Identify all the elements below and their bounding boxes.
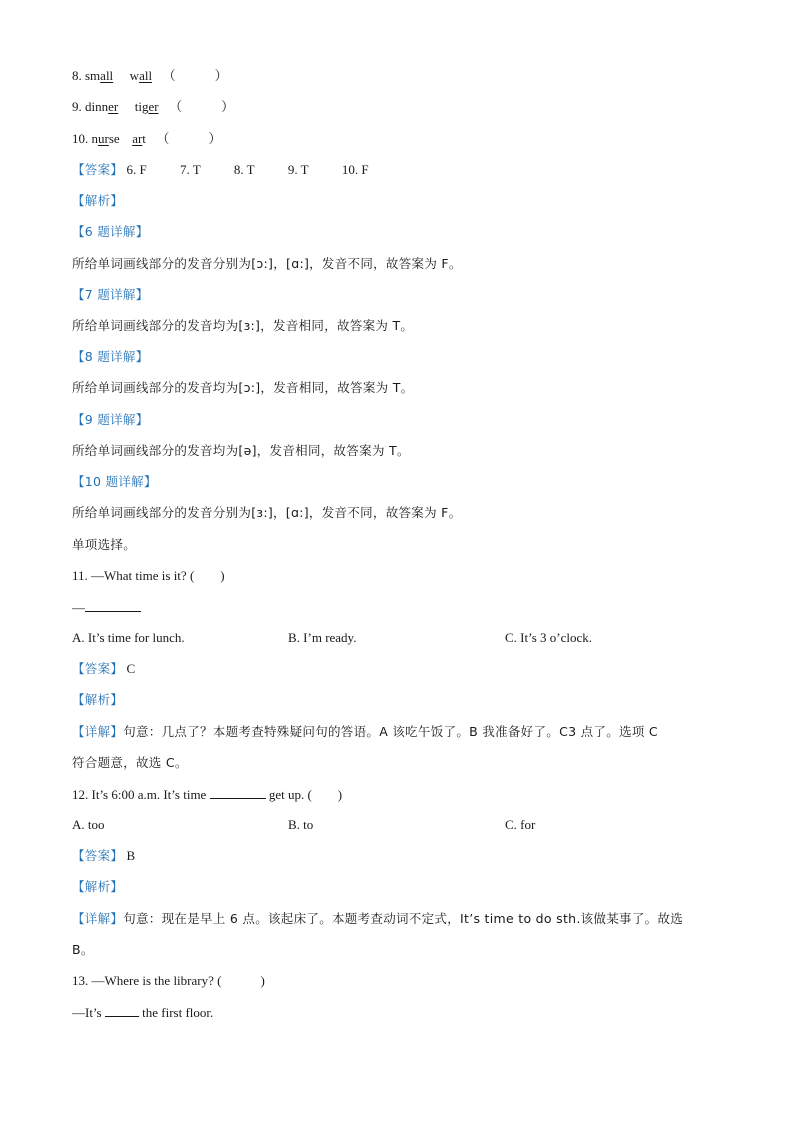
question-number: 10. — [72, 131, 89, 146]
option-b: B. I’m ready. — [288, 630, 357, 645]
question-10: 10. nurse art （ ） — [72, 131, 222, 146]
question-9: 9. dinner tiger （ ） — [72, 99, 235, 114]
option-b: B. to — [288, 817, 314, 832]
question-13-answer: —It’s the first floor. — [72, 1005, 214, 1020]
analysis-tag: 【解析】 — [72, 193, 124, 208]
detail-text-6: 所给单词画线部分的发音分别为[ɔ:]，[ɑ:]，发音不同，故答案为 F。 — [72, 256, 462, 271]
underlined-part: er — [148, 99, 159, 114]
answer-paren: （ ） — [156, 131, 222, 146]
detail-tag-10: 【10 题详解】 — [72, 474, 157, 489]
q12-answer: 【答案】 B — [72, 848, 136, 863]
question-number: 8. — [72, 68, 82, 83]
detail-text-8: 所给单词画线部分的发音均为[ɔ:]，发音相同，故答案为 T。 — [72, 380, 414, 395]
q12-detail-line2: B。 — [72, 942, 94, 957]
detail-tag: 【详解】 — [72, 724, 124, 739]
blank-line — [210, 786, 266, 799]
question-number: 9. — [72, 99, 82, 114]
detail-text-9: 所给单词画线部分的发音均为[ə]，发音相同，故答案为 T。 — [72, 443, 410, 458]
answer-paren: （ ） — [169, 99, 235, 114]
detail-tag: 【详解】 — [72, 911, 124, 926]
q12-analysis-tag: 【解析】 — [72, 879, 124, 894]
option-a: A. It’s time for lunch. — [72, 630, 185, 645]
blank-line — [85, 599, 141, 612]
section-title: 单项选择。 — [72, 537, 137, 552]
question-12-stem: 12. It’s 6:00 a.m. It’s time get up. ( ) — [72, 787, 343, 802]
detail-tag-8: 【8 题详解】 — [72, 349, 149, 364]
answer-tag: 【答案】 — [72, 661, 124, 676]
underlined-part: all — [100, 68, 114, 83]
detail-tag-7: 【7 题详解】 — [72, 287, 149, 302]
question-8: 8. small wall （ ） — [72, 68, 228, 83]
underlined-part: er — [108, 99, 119, 114]
underlined-part: ur — [98, 131, 109, 146]
answer-paren: （ ） — [162, 68, 228, 83]
q11-detail-line1: 【详解】句意：几点了？本题考查特殊疑问句的答语。A 该吃午饭了。B 我准备好了。C3 点了。选项 C — [72, 724, 658, 739]
question-13-stem: 13. —Where is the library? ( ) — [72, 973, 265, 988]
answer-line: 【答案】 6. F 7. T 8. T 9. T 10. F — [72, 162, 369, 177]
q11-detail-line2: 符合题意，故选 C。 — [72, 755, 188, 770]
detail-tag-9: 【9 题详解】 — [72, 412, 149, 427]
q11-analysis-tag: 【解析】 — [72, 692, 124, 707]
detail-tag-6: 【6 题详解】 — [72, 224, 149, 239]
q12-detail-line1: 【详解】句意：现在是早上 6 点。该起床了。本题考查动词不定式，It’s time to do sth.该做某事了。故选 — [72, 911, 684, 926]
blank-line — [105, 1004, 139, 1017]
option-c: C. It’s 3 o’clock. — [505, 630, 593, 645]
option-a: A. too — [72, 817, 105, 832]
answer-tag: 【答案】 — [72, 162, 124, 177]
underlined-part: ar — [132, 131, 143, 146]
detail-text-7: 所给单词画线部分的发音均为[ɜ:]，发音相同，故答案为 T。 — [72, 318, 414, 333]
question-11-answer-blank: — — [72, 599, 141, 616]
q11-answer: 【答案】 C — [72, 661, 136, 676]
underlined-part: all — [139, 68, 153, 83]
question-11-stem: 11. —What time is it? ( ) — [72, 568, 225, 583]
option-c: C. for — [505, 817, 536, 832]
answer-tag: 【答案】 — [72, 848, 124, 863]
detail-text-10: 所给单词画线部分的发音分别为[ɜ:]，[ɑ:]，发音不同，故答案为 F。 — [72, 505, 462, 520]
